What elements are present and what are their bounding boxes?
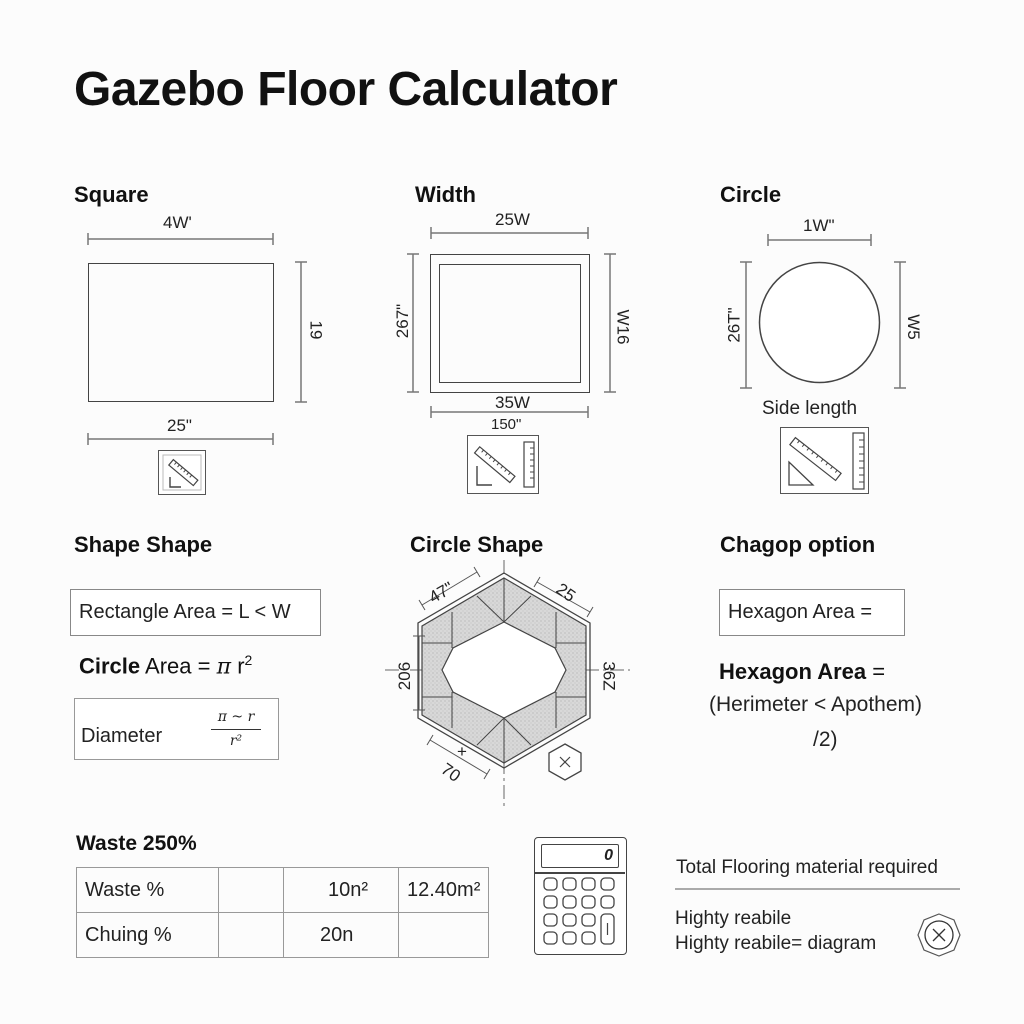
circle-formula-bold: Circle — [79, 653, 141, 679]
circle-top-dim-line — [766, 233, 874, 247]
waste-row-col4[interactable] — [399, 913, 489, 958]
hexagon-x-icon[interactable] — [546, 742, 584, 782]
hexagon-diagram-label: Circle Shape — [410, 532, 544, 557]
shape-formulas-label: Shape Shape — [74, 532, 213, 557]
diameter-formula-box — [74, 698, 279, 760]
square-label: Square — [74, 182, 149, 207]
width-right-dim: W16 — [613, 309, 633, 345]
hex-dim-right: 36Z — [599, 661, 619, 691]
page-title: Gazebo Floor Calculator — [74, 63, 618, 116]
result-line2: Highty reabile= diagram — [675, 933, 877, 954]
hexagon-area-input[interactable]: Hexagon Area = — [719, 589, 905, 636]
circle-formula-rest: Area = — [140, 653, 217, 679]
width-inner-shape — [439, 264, 581, 383]
circle-left-dim: 26T" — [724, 307, 744, 343]
ruler-triangle-scale-icon[interactable] — [467, 435, 539, 494]
width-bottom-dim2: 150" — [491, 416, 522, 433]
square-shape — [88, 263, 274, 402]
hexagon-formula-line3: /2) — [813, 728, 838, 751]
hex-dim-left: 206 — [395, 661, 415, 691]
rectangle-area-formula: Rectangle Area = L < W — [70, 589, 321, 636]
width-top-dim-line — [429, 226, 591, 240]
hex-dim-top-left: 47" — [425, 578, 457, 608]
ruler-square-icon[interactable] — [158, 450, 206, 495]
waste-row-name: Waste % — [77, 868, 219, 913]
square-bottom-dim-line — [86, 432, 276, 446]
waste-row-col3[interactable]: 10n² — [284, 868, 399, 913]
square-top-dim-line — [86, 232, 276, 246]
result-line1: Highty reabile — [675, 908, 792, 929]
hex-dim-bottom-mark: + — [457, 742, 467, 761]
hexagon-formula-bold: Hexagon Area — [719, 659, 867, 684]
diameter-numerator: π ~ r — [217, 709, 255, 725]
diameter-denominator: r² — [229, 733, 243, 749]
square-bottom-dim: 25" — [167, 416, 192, 435]
hexagon-formula-eq: = — [866, 659, 886, 684]
waste-row-col2[interactable] — [219, 868, 284, 913]
circle-top-dim: 1W" — [803, 216, 835, 235]
calculator-divider — [535, 872, 625, 874]
width-bottom-dim: 35W — [495, 393, 530, 412]
square-right-dim: 19 — [306, 320, 326, 340]
waste-row-col4[interactable]: 12.40m² — [399, 868, 489, 913]
circle-area-formula — [79, 652, 252, 679]
r-symbol: r — [231, 653, 245, 679]
result-heading: Total Flooring material required — [676, 857, 938, 878]
circle-shape — [757, 260, 882, 385]
waste-row-col2[interactable] — [219, 913, 284, 958]
hex-dim-bottom-left: 70 — [437, 759, 464, 786]
square-top-dim: 4W' — [163, 213, 192, 232]
width-label: Width — [415, 182, 476, 207]
diameter-label: Diameter — [81, 725, 163, 747]
circle-label: Circle — [720, 182, 782, 207]
table-row — [77, 868, 489, 913]
hexagon-formula-line2: (Herimeter < Apothem) — [709, 693, 922, 716]
waste-row-name: Chuing % — [77, 913, 219, 958]
circle-right-dim: W5 — [903, 314, 923, 340]
calculator-display: 0 — [541, 844, 619, 868]
calculator-keypad — [543, 877, 621, 949]
width-top-dim: 25W — [495, 210, 530, 229]
circle-caption: Side length — [762, 398, 858, 419]
fraction-bar — [211, 729, 261, 730]
table-row — [77, 913, 489, 958]
exponent: 2 — [244, 652, 253, 668]
pi-symbol: π — [216, 654, 232, 680]
calculator-icon[interactable] — [534, 837, 627, 955]
waste-row-col3[interactable]: 20n — [284, 913, 399, 958]
close-circle-icon[interactable] — [916, 912, 962, 958]
result-divider — [675, 888, 960, 890]
hex-dim-top-right: 25 — [552, 579, 579, 606]
ruler-triangle-scale-icon-2[interactable] — [780, 427, 869, 494]
width-left-dim: 267" — [393, 303, 413, 339]
hexagon-option-label: Chagop option — [720, 532, 876, 557]
waste-table — [76, 867, 489, 958]
waste-label: Waste 250% — [76, 832, 197, 855]
hexagon-formula-heading — [719, 659, 885, 685]
